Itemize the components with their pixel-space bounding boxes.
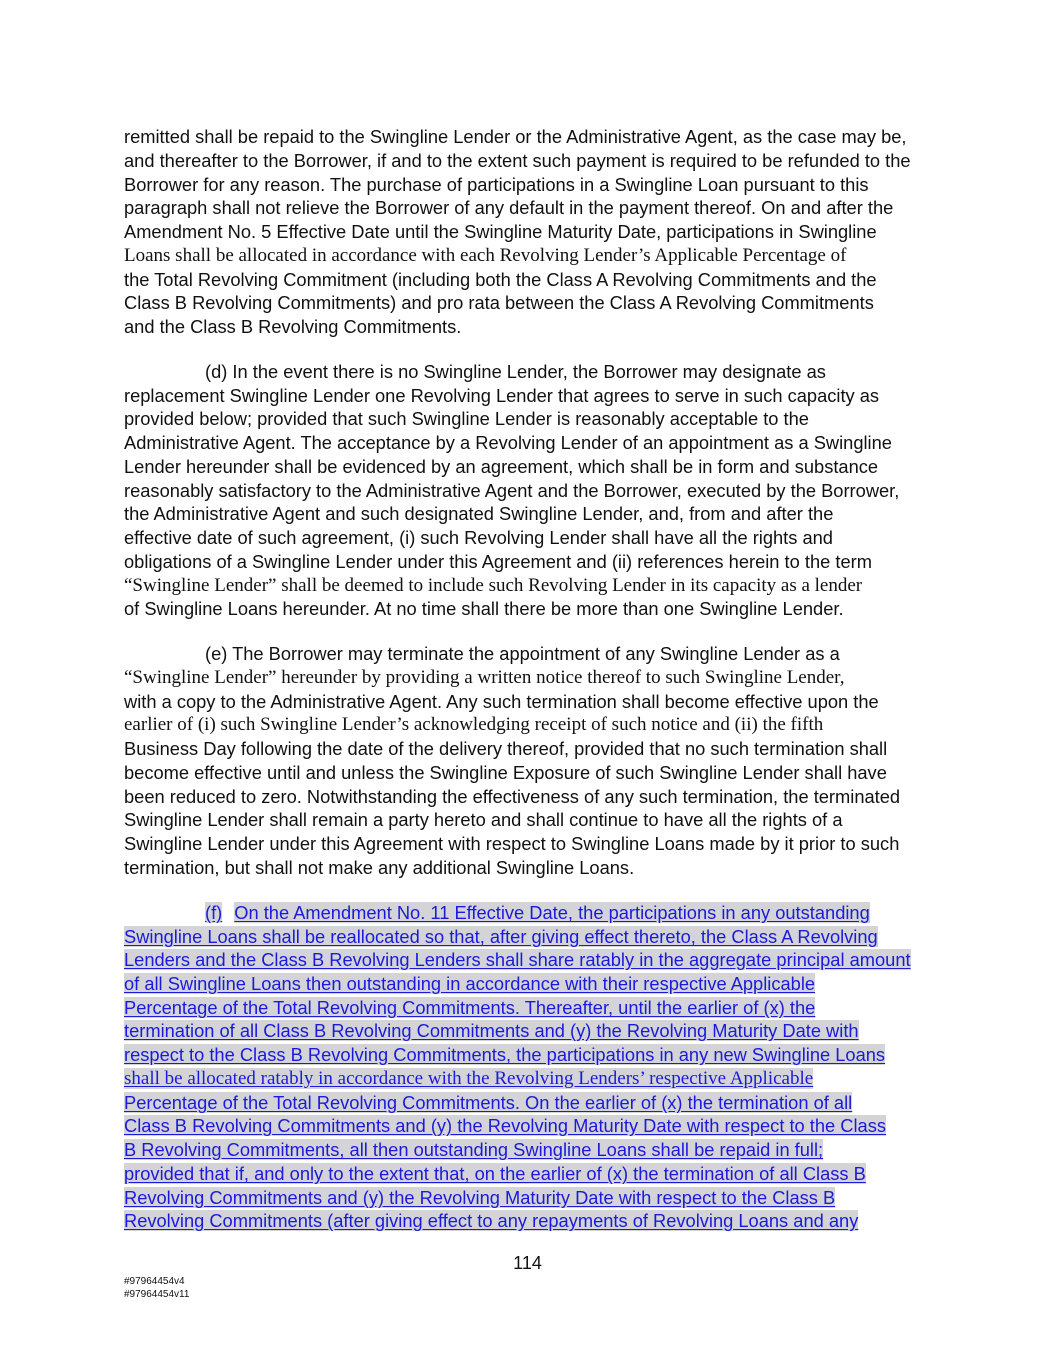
paragraph-f-line: On the Amendment No. 11 Effective Date, the participations in any outstanding (234, 902, 870, 923)
paragraph-d-line: “Swingline Lender” shall be deemed to include such Revolving Lender in its capacity as a lender (124, 575, 863, 596)
paragraph-f-line: of all Swingline Loans then outstanding in accordance with their respective Applicable (124, 973, 816, 994)
paragraph-e-line: termination, but shall not make any additional Swingline Loans. (124, 857, 635, 878)
paragraph-f-line: Class B Revolving Commitments and (y) the Revolving Maturity Date with respect to the Class (124, 1115, 887, 1136)
paragraph-c-line: paragraph shall not relieve the Borrower of any default in the payment thereof. On and after the (124, 197, 894, 218)
paragraph-f-line: termination of all Class B Revolving Commitments and (y) the Revolving Maturity Date with (124, 1020, 859, 1041)
paragraph-e-line: earlier of (i) such Swingline Lender’s acknowledging receipt of such notice and (ii) the fifth (124, 714, 824, 735)
paragraph-d-line: (d) In the event there is no Swingline Lender, the Borrower may designate as (205, 361, 826, 382)
paragraph-f-line: shall be allocated ratably in accordance with the Revolving Lenders’ respective Applicable (124, 1068, 814, 1089)
paragraph-d-line: effective date of such agreement, (i) such Revolving Lender shall have all the rights and (124, 527, 833, 548)
paragraph-f-line: respect to the Class B Revolving Commitments, the participations in any new Swingline Loans (124, 1044, 886, 1065)
paragraph-d-line: Administrative Agent. The acceptance by a Revolving Lender of an appointment as a Swingline (124, 432, 892, 453)
paragraph-d-line: provided below; provided that such Swingline Lender is reasonably acceptable to the (124, 408, 809, 429)
document-id: #97964454v4 (124, 1276, 185, 1287)
paragraph-f-line: Revolving Commitments and (y) the Revolving Maturity Date with respect to the Class B (124, 1187, 836, 1208)
paragraph-c-line: Amendment No. 5 Effective Date until the Swingline Maturity Date, participations in Swingline (124, 221, 877, 242)
paragraph-f-line: Percentage of the Total Revolving Commitments. Thereafter, until the earlier of (x) the (124, 997, 816, 1018)
paragraph-e-line: Swingline Lender shall remain a party hereto and shall continue to have all the rights of a (124, 809, 843, 830)
paragraph-d-line: of Swingline Loans hereunder. At no time shall there be more than one Swingline Lender. (124, 598, 844, 619)
paragraph-e-line: (e) The Borrower may terminate the appointment of any Swingline Lender as a (205, 643, 840, 664)
paragraph-f-label: (f) (205, 902, 223, 923)
paragraph-d-line: the Administrative Agent and such designated Swingline Lender, and, from and after the (124, 503, 834, 524)
paragraph-f-first-line (205, 902, 870, 924)
paragraph-f-line: Revolving Commitments (after giving effect to any repayments of Revolving Loans and any (124, 1210, 859, 1231)
paragraph-c-line: and the Class B Revolving Commitments. (124, 316, 462, 337)
paragraph-f-line: Lenders and the Class B Revolving Lenders shall share ratably in the aggregate principal amount (124, 949, 911, 970)
paragraph-c-line: Borrower for any reason. The purchase of participations in a Swingline Loan pursuant to this (124, 174, 869, 195)
paragraph-d-line: obligations of a Swingline Lender under this Agreement and (ii) references herein to the term (124, 551, 872, 572)
paragraph-e-line: been reduced to zero. Notwithstanding the effectiveness of any such termination, the terminated (124, 786, 901, 807)
document-id: #97964454v11 (124, 1289, 190, 1300)
paragraph-d-line: Lender hereunder shall be evidenced by an agreement, which shall be in form and substance (124, 456, 879, 477)
paragraph-d-line: reasonably satisfactory to the Administrative Agent and the Borrower, executed by the Borrower, (124, 480, 900, 501)
paragraph-c-line: and thereafter to the Borrower, if and to the extent such payment is required to be refunded to the (124, 150, 911, 171)
paragraph-d-line: replacement Swingline Lender one Revolving Lender that agrees to serve in such capacity as (124, 385, 880, 406)
paragraph-c-line: Class B Revolving Commitments) and pro rata between the Class A Revolving Commitments (124, 292, 874, 313)
paragraph-e-line: Business Day following the date of the delivery thereof, provided that no such termination shall (124, 738, 888, 759)
paragraph-f-line: provided that if, and only to the extent that, on the earlier of (x) the termination of all Class B (124, 1163, 866, 1184)
page-number: 114 (513, 1253, 542, 1273)
paragraph-e-line: Swingline Lender under this Agreement with respect to Swingline Loans made by it prior to such (124, 833, 900, 854)
paragraph-e-line: “Swingline Lender” hereunder by providing a written notice thereof to such Swingline Lender, (124, 667, 845, 688)
paragraph-f-line: Percentage of the Total Revolving Commitments. On the earlier of (x) the termination of all (124, 1092, 853, 1113)
paragraph-c-line: Loans shall be allocated in accordance with each Revolving Lender’s Applicable Percentage of (124, 245, 847, 266)
paragraph-e-line: with a copy to the Administrative Agent. Any such termination shall become effective upon the (124, 691, 879, 712)
paragraph-f-line: Swingline Loans shall be reallocated so that, after giving effect thereto, the Class A Revolving (124, 926, 878, 947)
paragraph-e-line: become effective until and unless the Swingline Exposure of such Swingline Lender shall have (124, 762, 887, 783)
paragraph-f-line: B Revolving Commitments, all then outstanding Swingline Loans shall be repaid in full; (124, 1139, 824, 1160)
paragraph-c-line: the Total Revolving Commitment (including both the Class A Revolving Commitments and the (124, 269, 877, 290)
paragraph-c-line: remitted shall be repaid to the Swingline Lender or the Administrative Agent, as the case may be, (124, 126, 907, 147)
